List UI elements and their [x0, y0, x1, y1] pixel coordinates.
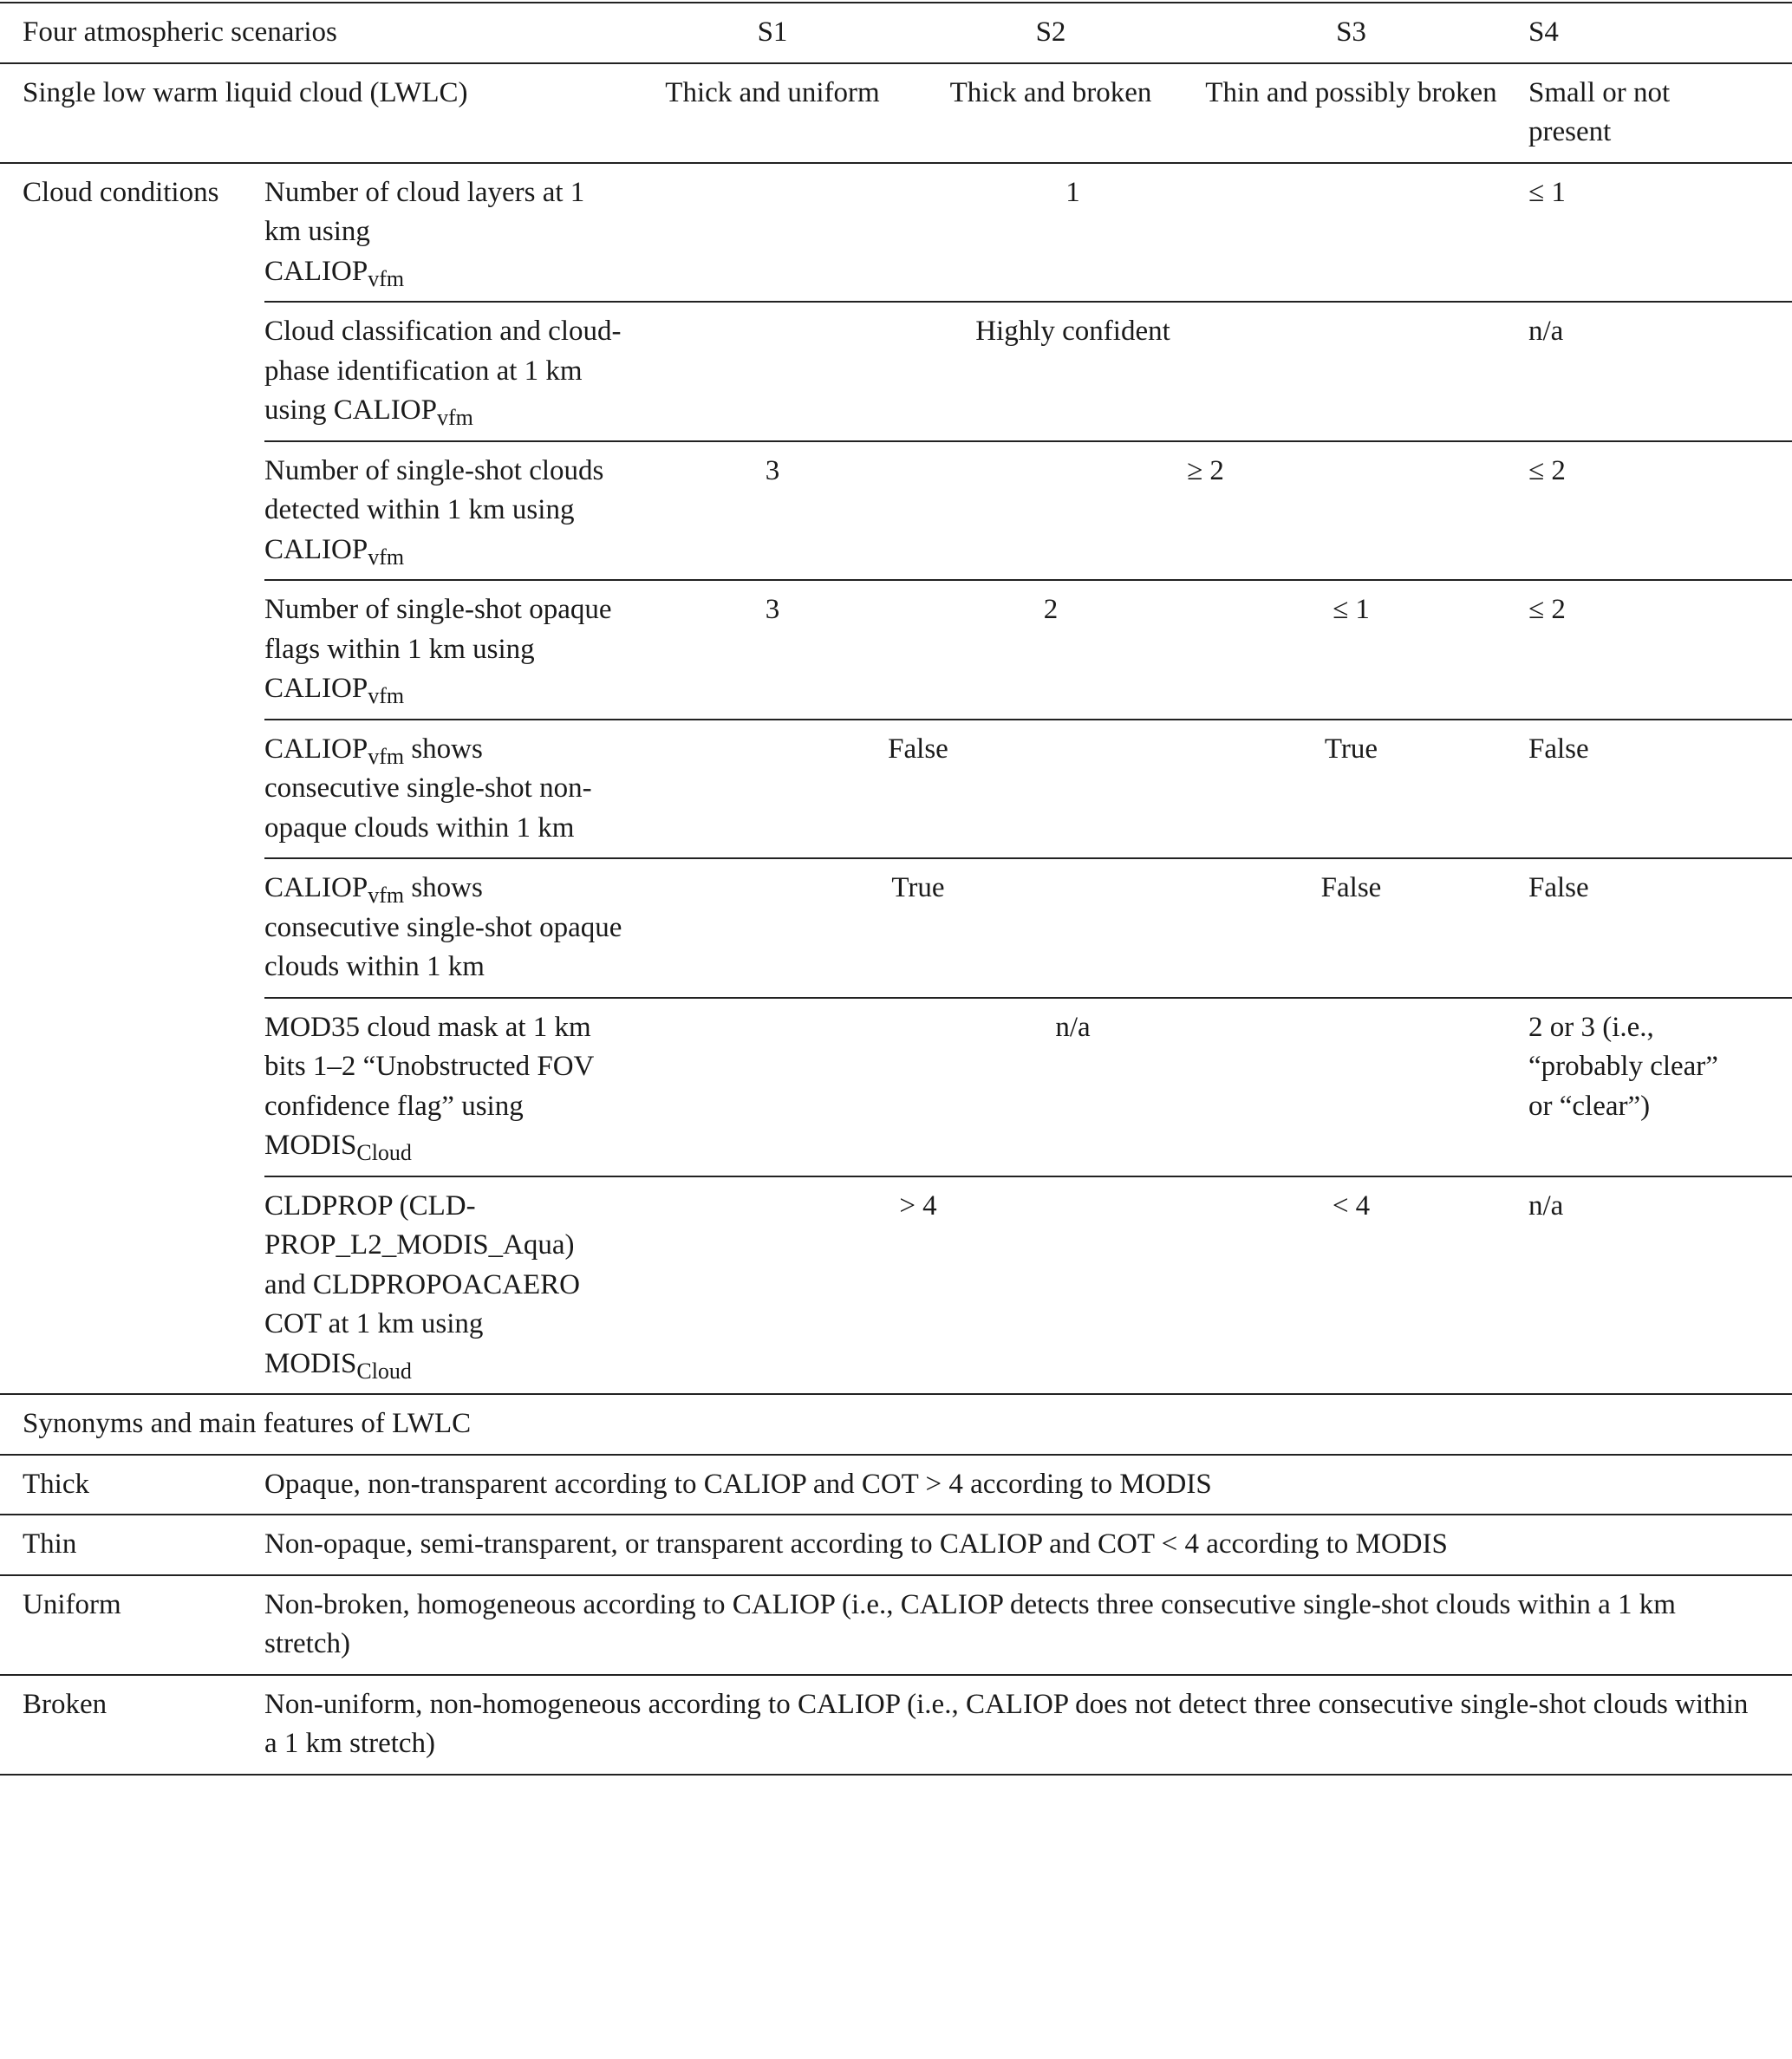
condition-row: [0, 720, 1792, 859]
condition-row: [0, 580, 1792, 720]
condition-value-s1: 3: [640, 441, 905, 581]
condition-value-s1-s2: False: [640, 720, 1196, 859]
condition-value-s1-s2: True: [640, 858, 1196, 998]
header-s4: S4: [1506, 3, 1792, 63]
synonyms-title-row: [0, 1394, 1792, 1455]
condition-value-s1: 3: [640, 580, 905, 720]
synonym-term: Uniform: [0, 1575, 264, 1675]
synonym-row: [0, 1675, 1792, 1775]
condition-row: [0, 163, 1792, 303]
synonym-definition: Opaque, non-transparent according to CALIOP and COT > 4 according to MODIS: [264, 1455, 1792, 1515]
synonym-definition: Non-broken, homogeneous according to CALIOP (i.e., CALIOP detects three consecutive single-shot clouds within a 1 km stretch): [264, 1575, 1792, 1675]
lwlc-label: Single low warm liquid cloud (LWLC): [0, 63, 640, 163]
condition-value-s3: < 4: [1196, 1176, 1506, 1395]
synonym-term: Thin: [0, 1515, 264, 1575]
lwlc-s3: Thin and possibly broken: [1196, 63, 1506, 163]
condition-label: Number of single-shot opaque flags within 1 km using $CALIOP_{vfm}$: [264, 580, 640, 720]
condition-value-s2-s3: ≥ 2: [905, 441, 1506, 581]
synonym-definition: Non-opaque, semi-transparent, or transparent according to CALIOP and COT < 4 according to MODIS: [264, 1515, 1792, 1575]
condition-value-s4: False: [1506, 720, 1792, 859]
synonym-term: Broken: [0, 1675, 264, 1775]
condition-value-s4: 2 or 3 (i.e., “probably clear” or “clear”): [1506, 998, 1792, 1176]
condition-value-s4: n/a: [1506, 1176, 1792, 1395]
lwlc-row: [0, 63, 1792, 163]
condition-row: [0, 1176, 1792, 1395]
condition-value-s1-s2: > 4: [640, 1176, 1196, 1395]
condition-value-s4: n/a: [1506, 302, 1792, 441]
condition-label: Number of cloud layers at 1 km using $CALIOP_{vfm}$: [264, 176, 585, 291]
condition-value-s3: True: [1196, 720, 1506, 859]
header-title: Four atmospheric scenarios: [0, 3, 640, 63]
condition-label: $CALIOP_{vfm}$ shows consecutive single-shot non-opaque clouds within 1 km: [264, 720, 640, 859]
synonym-term: Thick: [0, 1455, 264, 1515]
lwlc-s4: Small or not present: [1506, 63, 1792, 163]
header-row: [0, 3, 1792, 63]
condition-value-s3: False: [1196, 858, 1506, 998]
condition-label: Cloud classification and cloud-phase identification at 1 km using $CALIOP_{vfm}$: [264, 302, 640, 441]
condition-value-s4: ≤ 2: [1506, 580, 1792, 720]
condition-value-s3: ≤ 1: [1196, 580, 1506, 720]
condition-value-s4: ≤ 1: [1528, 176, 1566, 208]
header-s1: S1: [640, 3, 905, 63]
condition-row: [0, 441, 1792, 581]
lwlc-s1: Thick and uniform: [640, 63, 905, 163]
scenario-table: [0, 2, 1792, 1776]
condition-value: 1: [1065, 176, 1080, 208]
condition-value: n/a: [640, 998, 1506, 1176]
condition-value: Highly confident: [640, 302, 1506, 441]
lwlc-s2: Thick and broken: [905, 63, 1196, 163]
condition-label: $CALIOP_{vfm}$ shows consecutive single-shot opaque clouds within 1 km: [264, 858, 640, 998]
cloud-conditions-label: Cloud conditions: [23, 176, 219, 208]
condition-label: Number of single-shot clouds detected within 1 km using $CALIOP_{vfm}$: [264, 441, 640, 581]
header-s3: S3: [1196, 3, 1506, 63]
condition-value-s4: False: [1506, 858, 1792, 998]
synonym-row: [0, 1455, 1792, 1515]
condition-row: [0, 302, 1792, 441]
condition-row: [0, 858, 1792, 998]
synonym-row: [0, 1575, 1792, 1675]
synonyms-title: Synonyms and main features of LWLC: [0, 1394, 1792, 1455]
synonym-row: [0, 1515, 1792, 1575]
condition-label: CLDPROP (CLD-PROP_L2_MODIS_Aqua) and CLDPROPOACAERO COT at 1 km using $MODIS_{Cloud}$: [264, 1176, 640, 1395]
condition-value-s4: ≤ 2: [1506, 441, 1792, 581]
condition-value-s2: 2: [905, 580, 1196, 720]
condition-row: [0, 998, 1792, 1176]
condition-label: MOD35 cloud mask at 1 km bits 1–2 “Unobstructed FOV confidence flag” using $MODIS_{Cloud}$: [264, 998, 640, 1176]
header-s2: S2: [905, 3, 1196, 63]
synonym-definition: Non-uniform, non-homogeneous according to CALIOP (i.e., CALIOP does not detect three consecutive single-shot clouds within a 1 km stretch): [264, 1675, 1792, 1775]
